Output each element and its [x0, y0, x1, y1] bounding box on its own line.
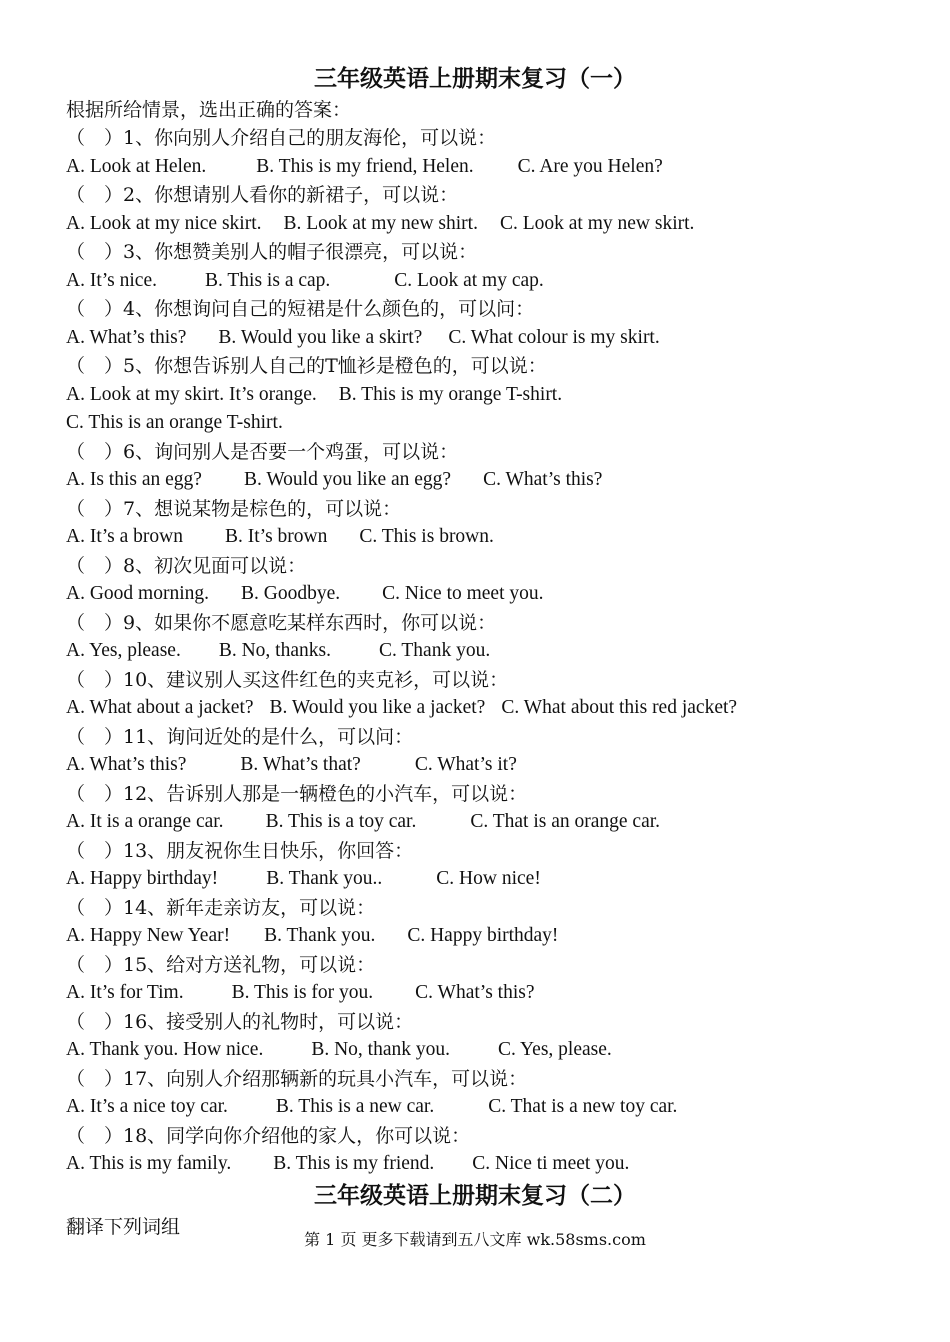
question-prompt: （ ）15、给对方送礼物，可以说： — [66, 953, 376, 976]
answer-option: A. What’s this? — [66, 754, 187, 775]
question-options — [66, 466, 896, 495]
question-prompt: （ ）1、你向别人介绍自己的朋友海伦，可以说： — [66, 127, 497, 149]
answer-option: B. This is a new car. — [275, 1096, 435, 1117]
question-prompt: （ ）2、你想请别人看你的新裙子，可以说： — [66, 184, 459, 206]
question-options — [66, 922, 896, 951]
answer-option: A. Look at my nice skirt. — [66, 212, 262, 234]
question-options — [66, 324, 896, 353]
answer-option: A. Yes, please. — [66, 640, 181, 661]
answer-option: A. Look at my skirt. It’s orange. — [66, 383, 317, 405]
answer-option: B. Would you like an egg? — [243, 469, 452, 490]
question-options — [66, 637, 896, 666]
answer-option: B. What’s that? — [240, 754, 361, 775]
answer-option: B. It’s brown — [224, 526, 328, 547]
section1-title: 三年级英语上册期末复习（一） — [314, 65, 636, 92]
question-options — [66, 1036, 896, 1065]
question-prompt: （ ）14、新年走亲访友，可以说： — [66, 896, 376, 919]
question-options — [66, 1093, 896, 1122]
question-prompt: （ ）6、询问别人是否要一个鸡蛋，可以说： — [66, 440, 459, 463]
answer-option: C. This is an orange T-shirt. — [66, 412, 283, 433]
page-footer: 第 1 页 更多下载请到五八文库 wk.58sms.com — [304, 1230, 646, 1249]
question-prompt: （ ）18、同学向你介绍他的家人，你可以说： — [66, 1124, 471, 1147]
answer-option: A. Thank you. How nice. — [66, 1039, 264, 1060]
answer-option: C. What colour is my skirt. — [448, 326, 660, 348]
answer-option: B. No, thanks. — [218, 640, 331, 661]
question-prompt: （ ）13、朋友祝你生日快乐，你回答： — [66, 839, 414, 862]
answer-option: C. Look at my cap. — [394, 269, 544, 291]
answer-option: B. Thank you.. — [266, 868, 383, 889]
answer-option: B. This is my friend. — [273, 1153, 435, 1174]
answer-option: B. Would you like a skirt? — [218, 326, 423, 348]
answer-option: A. It’s a brown — [66, 526, 183, 547]
question-options — [66, 409, 896, 438]
answer-option: A. It’s for Tim. — [66, 982, 184, 1003]
question-options — [66, 153, 896, 182]
answer-option: C. Happy birthday! — [407, 925, 559, 946]
question-options — [66, 865, 896, 894]
question-options — [66, 751, 896, 780]
answer-option: A. Happy New Year! — [66, 925, 231, 946]
answer-option: C. Thank you. — [378, 640, 491, 661]
answer-option: C. What’s it? — [414, 754, 517, 775]
answer-option: B. This is for you. — [231, 982, 374, 1003]
answer-option: A. What about a jacket? — [66, 697, 254, 718]
answer-option: C. Nice ti meet you. — [472, 1153, 630, 1174]
answer-option: A. Happy birthday! — [66, 868, 219, 889]
question-options — [66, 694, 896, 723]
question-options — [66, 381, 896, 410]
document-page — [66, 62, 896, 1241]
answer-option: B. This is a cap. — [204, 269, 331, 291]
answer-option: C. Nice to meet you. — [382, 583, 544, 604]
answer-option: C. That is an orange car. — [470, 811, 661, 832]
answer-option: A. What’s this? — [66, 326, 187, 348]
question-prompt: （ ）16、接受别人的礼物时，可以说： — [66, 1010, 414, 1033]
answer-option: C. Yes, please. — [498, 1039, 612, 1060]
answer-option: C. How nice! — [436, 868, 541, 889]
answer-option: A. Look at Helen. — [66, 155, 207, 177]
question-prompt: （ ）9、如果你不愿意吃某样东西时，你可以说： — [66, 611, 497, 634]
question-prompt: （ ）10、建议别人买这件红色的夹克衫，可以说： — [66, 668, 509, 691]
answer-option: B. Thank you. — [264, 925, 376, 946]
question-options — [66, 1150, 896, 1179]
question-prompt: （ ）8、初次见面可以说： — [66, 554, 307, 577]
answer-option: B. This is a toy car. — [265, 811, 417, 832]
question-options — [66, 210, 896, 239]
answer-option: A. Is this an egg? — [66, 469, 202, 490]
answer-option: C. What about this red jacket? — [501, 697, 738, 718]
section2-title: 三年级英语上册期末复习（二） — [314, 1181, 636, 1209]
answer-option: B. This is my friend, Helen. — [256, 155, 474, 177]
answer-option: B. Would you like a jacket? — [269, 697, 486, 718]
section1-instruction: 根据所给情景，选出正确的答案： — [66, 99, 352, 121]
section2-instruction: 翻译下列词组 — [66, 1215, 181, 1238]
question-prompt: （ ）17、向别人介绍那辆新的玩具小汽车，可以说： — [66, 1067, 528, 1090]
question-options — [66, 580, 896, 609]
answer-option: B. Goodbye. — [241, 583, 341, 604]
question-prompt: （ ）11、询问近处的是什么，可以问： — [66, 725, 414, 748]
question-prompt: （ ）12、告诉别人那是一辆橙色的小汽车，可以说： — [66, 782, 528, 805]
question-options — [66, 267, 896, 296]
question-options — [66, 808, 896, 837]
question-list — [66, 124, 896, 1179]
question-options — [66, 979, 896, 1008]
answer-option: A. It’s a nice toy car. — [66, 1096, 228, 1117]
answer-option: B. Look at my new shirt. — [283, 212, 478, 234]
answer-option: B. No, thank you. — [311, 1039, 450, 1060]
answer-option: A. It is a orange car. — [66, 811, 224, 832]
answer-option: C. This is brown. — [359, 526, 494, 547]
question-prompt: （ ）4、你想询问自己的短裙是什么颜色的，可以问： — [66, 298, 535, 320]
answer-option: A. This is my family. — [66, 1153, 232, 1174]
answer-option: A. Good morning. — [66, 583, 209, 604]
question-prompt: （ ）5、你想告诉别人自己的T恤衫是橙色的，可以说： — [66, 355, 547, 377]
answer-option: C. Are you Helen? — [517, 155, 663, 177]
answer-option: C. What’s this? — [415, 982, 535, 1003]
answer-option: B. This is my orange T-shirt. — [338, 383, 563, 405]
answer-option: A. It’s nice. — [66, 269, 157, 291]
answer-option: C. That is a new toy car. — [488, 1096, 678, 1117]
answer-option: C. What’s this? — [483, 469, 603, 490]
question-prompt: （ ）3、你想赞美别人的帽子很漂亮，可以说： — [66, 241, 478, 263]
question-options — [66, 523, 896, 552]
answer-option: C. Look at my new skirt. — [499, 212, 695, 234]
question-prompt: （ ）7、想说某物是棕色的，可以说： — [66, 497, 402, 520]
